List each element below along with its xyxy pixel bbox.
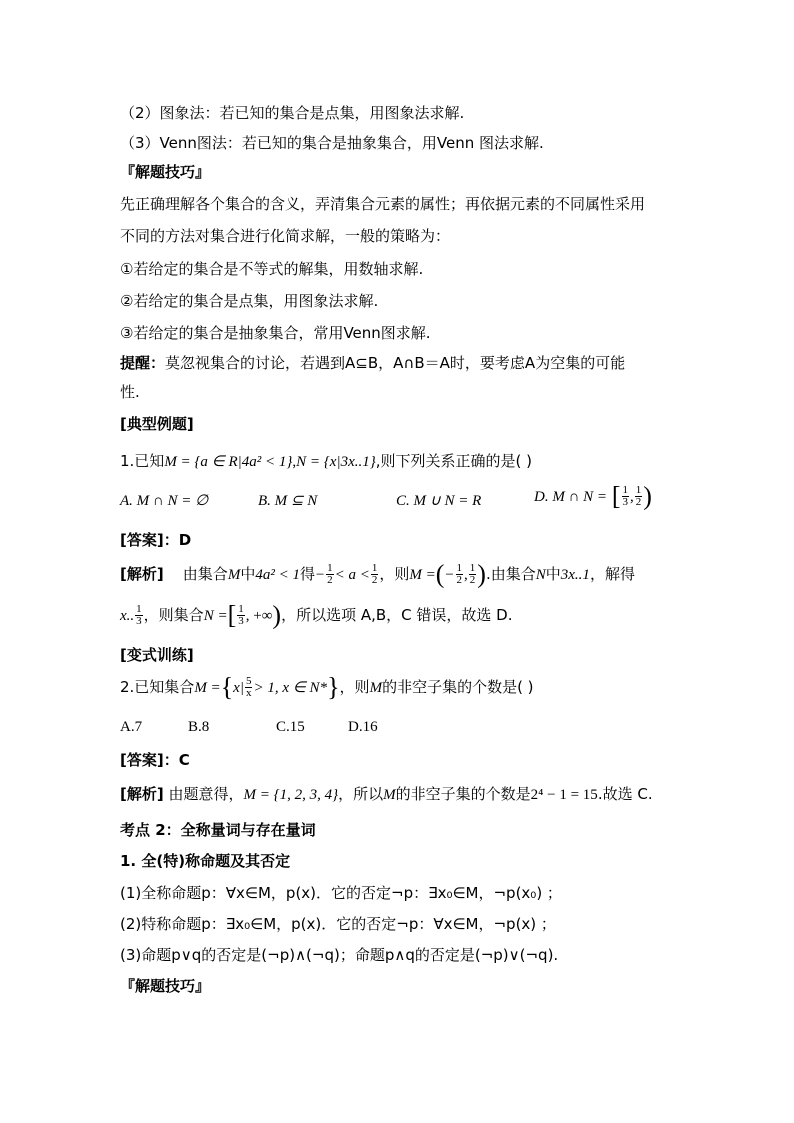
q2-option-d: D.16 [348, 719, 378, 735]
q1-option-d: D. M ∩ N = [ $\frac{1}{3}$ , $\frac{1}{2}$ ) [534, 481, 652, 511]
q1-analysis-var: M [227, 567, 241, 583]
reminder-text: 莫忽视集合的讨论，若遇到A⊆B，A∩B＝A时，要考虑A为空集的可能 [165, 354, 626, 372]
q1-prefix: 1.已知 [120, 452, 165, 470]
q1-analysis-text: ，则集合 [143, 606, 204, 624]
tips-heading: 『解题技巧』 [120, 163, 211, 181]
kp2-line3: (3)命题p∨q的否定是(¬p)∧(¬q)；命题p∧q的否定是(¬p)∨(¬q). [120, 946, 559, 964]
q2-analysis-text: .故选 C. [597, 785, 653, 803]
q2-analysis-calc: 2⁴ − 1 = 15 [530, 787, 598, 803]
tips-paragraph-line1: 先正确理解各个集合的含义，弄清集合元素的属性；再依据元素的不同属性采用 [120, 195, 646, 213]
question-1: 1.已知M = {a ∈ R|4a² < 1},N = {x|3x..1},则下列关系正确的是( ) [120, 452, 532, 470]
kp2-heading: 考点 2：全称量词与存在量词 [120, 821, 316, 839]
variant-heading: [变式训练] [120, 646, 194, 664]
tips-item-3: ③若给定的集合是抽象集合，常用Venn图求解. [120, 324, 431, 342]
q2-analysis-text: 的非空子集的个数是 [395, 785, 531, 803]
q2-prefix: 2.已知集合 [120, 678, 195, 696]
q1-analysis-text: 中 [545, 565, 561, 583]
q1-analysis-text: .由集合 [485, 565, 536, 583]
q2-suffix: ，则 [339, 678, 370, 696]
kp2-line2: (2)特称命题p：∃x₀∈M，p(x)．它的否定¬p：∀x∈M，¬p(x) ； [120, 915, 556, 933]
q1-analysis-text: ，所以选项 A,B，C 错误，故选 D. [281, 606, 513, 624]
venn-method-item: （3）Venn图法：若已知的集合是抽象集合，用Venn 图法求解. [120, 134, 544, 152]
tips-item-2: ②若给定的集合是点集，用图象法求解. [120, 292, 379, 310]
kp2-tips-heading: 『解题技巧』 [120, 977, 211, 995]
q2-answer-value: C [178, 751, 190, 769]
q1-analysis-ineq: x.. [120, 608, 135, 624]
q1-option-a: A. M ∩ N = ∅ [120, 493, 209, 509]
q2-analysis [120, 784, 680, 805]
q2-analysis-set: M = {1, 2, 3, 4} [243, 787, 339, 803]
q1-analysis-text: ，则 [379, 565, 410, 583]
q1-analysis-text: 中 [240, 565, 256, 583]
q2-answer-label: [答案]： [120, 751, 179, 769]
q2-option-a: A.7 [120, 719, 143, 735]
q1-analysis-var: N [535, 567, 546, 583]
tips-paragraph-line2: 不同的方法对集合进行化简求解，一般的策略为： [120, 227, 451, 245]
q1-option-b: B. M ⊆ N [258, 493, 318, 509]
kp2-subheading: 1. 全(特)称命题及其否定 [120, 852, 291, 870]
q2-option-b: B.8 [188, 719, 210, 735]
q2-option-c: C.15 [276, 719, 305, 735]
q1-answer [120, 530, 680, 550]
q2-analysis-text: 由题意得， [163, 785, 244, 803]
question-2: 2.已知集合M ={x| $\frac{5}{x}$ > 1, x ∈ N*}，则M的非空子集的个数是( ) [120, 672, 534, 702]
q2-analysis-text: ，所以 [338, 785, 384, 803]
q1-answer-value: D [178, 531, 192, 549]
reminder-line1 [120, 353, 680, 373]
q2-analysis-label: [解析] [120, 785, 164, 803]
q1-set-n: N = {x|3x..1} [296, 454, 376, 470]
kp2-line1: (1)全称命题p：∀x∈M，p(x)．它的否定¬p：∃x₀∈M，¬p(x₀) ； [120, 884, 562, 902]
q2-analysis-var: M [383, 787, 396, 803]
q1-analysis-text: 由集合 [182, 565, 228, 583]
q2-suffix: 的非空子集的个数是( ) [382, 678, 534, 696]
q1-answer-label: [答案]： [120, 531, 179, 549]
q1-analysis-ineq: 3x..1 [560, 567, 590, 583]
reminder-line2: 性. [120, 383, 140, 401]
q1-set-m: M = {a ∈ R|4a² < 1} [164, 454, 293, 470]
q1-option-d-prefix: D. M ∩ N = [534, 489, 608, 505]
q1-analysis-label: [解析] [120, 565, 164, 583]
tips-item-1: ①若给定的集合是不等式的解集，用数轴求解. [120, 260, 424, 278]
reminder-label: 提醒： [120, 354, 166, 372]
q2-answer [120, 750, 680, 770]
q1-suffix: ,则下列关系正确的是( ) [375, 452, 532, 470]
q1-analysis-line2: x.. $\frac{1}{3}$ ，则集合N =[ $\frac{1}{3}$ , +∞)，所以选项 A,B，C 错误，故选 D. [120, 600, 513, 630]
q1-analysis-line1: [解析] 由集合M中4a² < 1得− $\frac{1}{2}$ < a < $\frac{1}{2}$ ，则M =(− $\frac{1}{2}$ , $\frac{1}{2}$ ).由集合N中3x..1，解得 [120, 559, 635, 589]
q1-analysis-text: 得 [299, 565, 315, 583]
example-heading: [典型例题] [120, 415, 194, 433]
q1-analysis-ineq: 4a² < 1 [255, 567, 300, 583]
q1-analysis-text: ，解得 [589, 565, 635, 583]
graph-method-item: （2）图象法：若已知的集合是点集，用图象法求解. [120, 104, 465, 122]
q1-option-c: C. M ∪ N = R [396, 493, 482, 509]
q1-options [120, 481, 680, 521]
q2-var: M [369, 680, 383, 696]
